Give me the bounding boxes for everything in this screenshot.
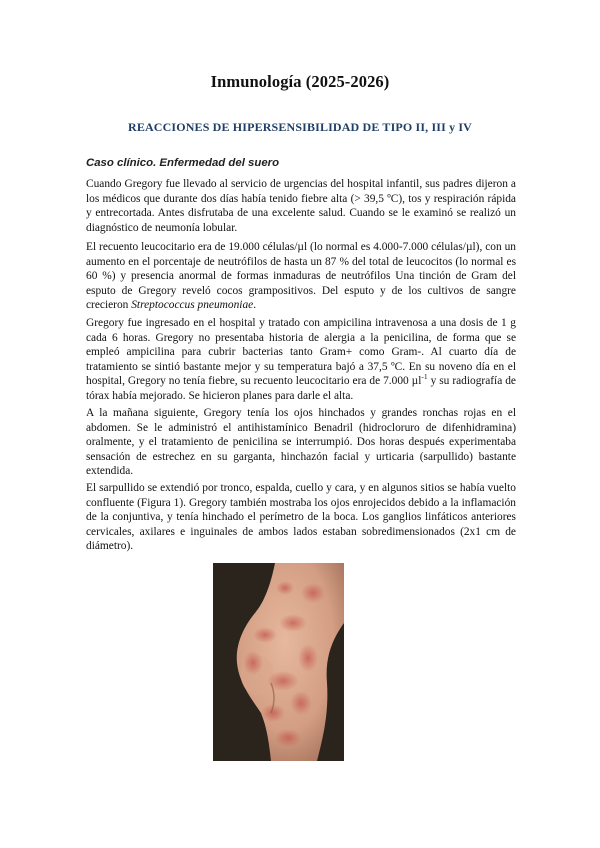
case-heading: Caso clínico. Enfermedad del suero	[86, 157, 280, 169]
paragraph-text: El recuento leucocitario era de 19.000 células/µl (lo normal es 4.000-7.000 células/µl), con un aumento en el porcentaje de neutrófilos de hasta un 87 % del total de leucocitos (lo normal es 60 %) y presencia anormal de formas inmaduras de neutrófilos Una tinción de Gram del esputo de Gregory reveló cocos grampositivos. Del esputo y de los cultivos de sangre crecieron	[86, 241, 516, 312]
organism-name: Streptococcus pneumoniae	[131, 299, 254, 312]
clinical-photo-image	[213, 563, 344, 761]
paragraph-presentation: Cuando Gregory fue llevado al servicio de urgencias del hospital infantil, sus padres dijeron a los médicos que durante dos días había tenido fiebre alta (> 39,5 ºC), tos y respiración rápida y entrecortada. Antes disfrutaba de una excelente salud. Cuando se le examinó se realizó un diagnóstico de neumonía lobular.	[86, 178, 516, 234]
paragraph-text: .	[253, 299, 257, 312]
paragraph-text: y su radiografía de tórax había mejorado. Se hicieron planes para darle el alta.	[86, 375, 516, 402]
superscript: -1	[421, 372, 428, 382]
paragraph-reaction: A la mañana siguiente, Gregory tenía los ojos hinchados y grandes ronchas rojas en el abdomen. Se le administró el antihistamínico Benadril (hidrocloruro de difenhidramina) oralmente, y el tratamiento de penicilina se interrumpió. Dos horas después experimentaba sensación de estrechez en su garganta, hinchazón facial y urticaria (sarpullido) bastante extendida.	[86, 407, 516, 478]
paragraph-rash-spread: El sarpullido se extendió por tronco, espalda, cuello y cara, y en algunos sitios se había vuelto confluente (Figura 1). Gregory también mostraba los ojos enrojecidos debido a la inflamación de la conjuntiva, y tenía hinchado el perímetro de la boca. Los ganglios linfáticos anteriores cervicales, axilares e inguinales de ambos lados estaban sobredimensionados (2x1 cm de diámetro).	[86, 482, 516, 553]
paragraph-lab-results	[86, 240, 516, 313]
document-title: Inmunología (2025-2026)	[210, 72, 390, 91]
paragraph-treatment	[86, 316, 516, 404]
clinical-photo-rash	[213, 563, 344, 761]
paragraph-text: Gregory fue ingresado en el hospital y tratado con ampicilina intravenosa a una dosis de 1 g cada 6 horas. Gregory no presentaba historia de alergia a la penicilina, de forma que se empleó ampicilina para cubrir bacterias tanto Gram+ como Gram-. Al cuarto día de tratamiento se sintió bastante mejor y su temperatura bajó a 37,5 ºC. En su noveno día en el hospital, Gregory no tenía fiebre, su recuento leucocitario era de 7.000 µl	[86, 317, 516, 388]
document-subtitle: REACCIONES DE HIPERSENSIBILIDAD DE TIPO II, III y IV	[128, 120, 472, 134]
